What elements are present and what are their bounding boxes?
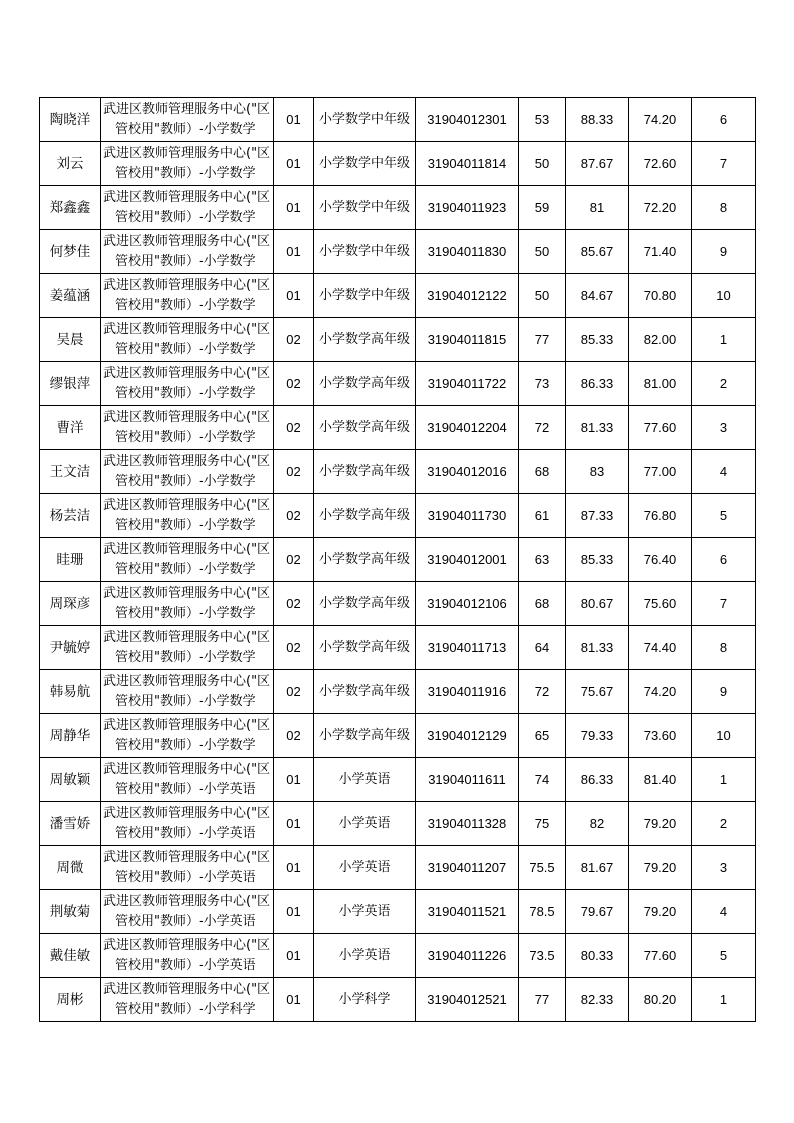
results-table — [39, 97, 756, 1022]
position-name-cell: 小学数学中年级 — [314, 186, 416, 230]
unit-line-1: 武进区教师管理服务中心("区 — [103, 629, 271, 645]
unit-line-2: 管校用"教师）-小学数学 — [115, 297, 256, 313]
table-row — [40, 494, 756, 538]
rank-cell: 10 — [692, 274, 756, 318]
unit-line-2: 管校用"教师）-小学科学 — [115, 1001, 256, 1017]
candidate-name-cell: 何梦佳 — [40, 230, 101, 274]
table-row — [40, 362, 756, 406]
position-name-cell: 小学英语 — [314, 758, 416, 802]
position-code-cell: 02 — [274, 318, 314, 362]
position-code-cell: 02 — [274, 626, 314, 670]
interview-score-cell: 81.33 — [566, 626, 629, 670]
position-name-cell: 小学数学高年级 — [314, 494, 416, 538]
interview-score-cell: 81.67 — [566, 846, 629, 890]
interview-score-cell: 84.67 — [566, 274, 629, 318]
exam-id-cell: 31904011830 — [416, 230, 519, 274]
table-row — [40, 626, 756, 670]
recruiting-unit-cell — [101, 934, 274, 978]
unit-line-1: 武进区教师管理服务中心("区 — [103, 497, 271, 513]
table-row — [40, 934, 756, 978]
written-score-cell: 64 — [519, 626, 566, 670]
total-score-cell: 81.00 — [629, 362, 692, 406]
table-row — [40, 890, 756, 934]
interview-score-cell: 86.33 — [566, 758, 629, 802]
written-score-cell: 50 — [519, 274, 566, 318]
exam-id-cell: 31904012204 — [416, 406, 519, 450]
unit-line-1: 武进区教师管理服务中心("区 — [103, 365, 271, 381]
candidate-name-cell: 陶晓洋 — [40, 98, 101, 142]
unit-line-2: 管校用"教师）-小学英语 — [115, 957, 256, 973]
written-score-cell: 78.5 — [519, 890, 566, 934]
total-score-cell: 73.60 — [629, 714, 692, 758]
rank-cell: 5 — [692, 934, 756, 978]
written-score-cell: 50 — [519, 230, 566, 274]
exam-id-cell: 31904011722 — [416, 362, 519, 406]
candidate-name-cell: 荆敏菊 — [40, 890, 101, 934]
candidate-name-cell: 王文洁 — [40, 450, 101, 494]
rank-cell: 7 — [692, 142, 756, 186]
total-score-cell: 77.00 — [629, 450, 692, 494]
position-name-cell: 小学数学高年级 — [314, 450, 416, 494]
recruiting-unit-cell — [101, 98, 274, 142]
total-score-cell: 71.40 — [629, 230, 692, 274]
rank-cell: 10 — [692, 714, 756, 758]
exam-id-cell: 31904011328 — [416, 802, 519, 846]
unit-line-2: 管校用"教师）-小学英语 — [115, 781, 256, 797]
candidate-name-cell: 姜蕴涵 — [40, 274, 101, 318]
unit-line-1: 武进区教师管理服务中心("区 — [103, 717, 271, 733]
candidate-name-cell: 曹洋 — [40, 406, 101, 450]
unit-line-2: 管校用"教师）-小学数学 — [115, 649, 256, 665]
rank-cell: 2 — [692, 362, 756, 406]
unit-line-1: 武进区教师管理服务中心("区 — [103, 101, 271, 117]
unit-line-1: 武进区教师管理服务中心("区 — [103, 321, 271, 337]
interview-score-cell: 85.33 — [566, 538, 629, 582]
table-row — [40, 670, 756, 714]
position-code-cell: 01 — [274, 98, 314, 142]
written-score-cell: 68 — [519, 582, 566, 626]
unit-line-2: 管校用"教师）-小学数学 — [115, 473, 256, 489]
unit-line-1: 武进区教师管理服务中心("区 — [103, 409, 271, 425]
total-score-cell: 80.20 — [629, 978, 692, 1022]
recruiting-unit-cell — [101, 626, 274, 670]
position-code-cell: 02 — [274, 494, 314, 538]
exam-id-cell: 31904011916 — [416, 670, 519, 714]
candidate-name-cell: 刘云 — [40, 142, 101, 186]
unit-line-2: 管校用"教师）-小学数学 — [115, 429, 256, 445]
position-code-cell: 01 — [274, 890, 314, 934]
candidate-name-cell: 韩易航 — [40, 670, 101, 714]
unit-line-1: 武进区教师管理服务中心("区 — [103, 805, 271, 821]
position-code-cell: 01 — [274, 758, 314, 802]
position-code-cell: 01 — [274, 274, 314, 318]
unit-line-1: 武进区教师管理服务中心("区 — [103, 937, 271, 953]
table-row — [40, 406, 756, 450]
rank-cell: 9 — [692, 670, 756, 714]
written-score-cell: 63 — [519, 538, 566, 582]
written-score-cell: 59 — [519, 186, 566, 230]
position-code-cell: 01 — [274, 186, 314, 230]
total-score-cell: 77.60 — [629, 406, 692, 450]
table-row — [40, 846, 756, 890]
total-score-cell: 70.80 — [629, 274, 692, 318]
unit-line-2: 管校用"教师）-小学数学 — [115, 737, 256, 753]
interview-score-cell: 80.67 — [566, 582, 629, 626]
table-row — [40, 450, 756, 494]
interview-score-cell: 75.67 — [566, 670, 629, 714]
table-row — [40, 142, 756, 186]
table-row — [40, 714, 756, 758]
total-score-cell: 76.40 — [629, 538, 692, 582]
rank-cell: 6 — [692, 98, 756, 142]
exam-id-cell: 31904011814 — [416, 142, 519, 186]
position-name-cell: 小学数学中年级 — [314, 230, 416, 274]
exam-id-cell: 31904011611 — [416, 758, 519, 802]
position-code-cell: 02 — [274, 582, 314, 626]
total-score-cell: 77.60 — [629, 934, 692, 978]
position-name-cell: 小学数学高年级 — [314, 582, 416, 626]
exam-id-cell: 31904011713 — [416, 626, 519, 670]
rank-cell: 8 — [692, 186, 756, 230]
exam-id-cell: 31904011207 — [416, 846, 519, 890]
unit-line-2: 管校用"教师）-小学数学 — [115, 209, 256, 225]
position-name-cell: 小学英语 — [314, 890, 416, 934]
total-score-cell: 79.20 — [629, 846, 692, 890]
table-row — [40, 274, 756, 318]
table-row — [40, 98, 756, 142]
interview-score-cell: 82.33 — [566, 978, 629, 1022]
position-code-cell: 01 — [274, 230, 314, 274]
written-score-cell: 75 — [519, 802, 566, 846]
recruiting-unit-cell — [101, 142, 274, 186]
position-name-cell: 小学数学高年级 — [314, 670, 416, 714]
table-row — [40, 230, 756, 274]
recruiting-unit-cell — [101, 186, 274, 230]
rank-cell: 6 — [692, 538, 756, 582]
candidate-name-cell: 周静华 — [40, 714, 101, 758]
position-code-cell: 01 — [274, 142, 314, 186]
interview-score-cell: 87.33 — [566, 494, 629, 538]
rank-cell: 3 — [692, 406, 756, 450]
unit-line-2: 管校用"教师）-小学数学 — [115, 517, 256, 533]
position-name-cell: 小学数学高年级 — [314, 406, 416, 450]
written-score-cell: 65 — [519, 714, 566, 758]
table-row — [40, 186, 756, 230]
interview-score-cell: 85.33 — [566, 318, 629, 362]
candidate-name-cell: 周琛彦 — [40, 582, 101, 626]
rank-cell: 4 — [692, 890, 756, 934]
position-code-cell: 02 — [274, 670, 314, 714]
position-name-cell: 小学数学中年级 — [314, 142, 416, 186]
recruiting-unit-cell — [101, 582, 274, 626]
unit-line-2: 管校用"教师）-小学数学 — [115, 341, 256, 357]
position-code-cell: 01 — [274, 846, 314, 890]
unit-line-2: 管校用"教师）-小学数学 — [115, 561, 256, 577]
position-code-cell: 02 — [274, 538, 314, 582]
unit-line-1: 武进区教师管理服务中心("区 — [103, 277, 271, 293]
interview-score-cell: 81 — [566, 186, 629, 230]
exam-id-cell: 31904011815 — [416, 318, 519, 362]
exam-id-cell: 31904011923 — [416, 186, 519, 230]
exam-id-cell: 31904012122 — [416, 274, 519, 318]
written-score-cell: 77 — [519, 318, 566, 362]
position-name-cell: 小学数学高年级 — [314, 362, 416, 406]
table-row — [40, 582, 756, 626]
position-name-cell: 小学数学高年级 — [314, 318, 416, 362]
position-name-cell: 小学数学中年级 — [314, 98, 416, 142]
written-score-cell: 72 — [519, 670, 566, 714]
interview-score-cell: 87.67 — [566, 142, 629, 186]
unit-line-1: 武进区教师管理服务中心("区 — [103, 761, 271, 777]
position-code-cell: 01 — [274, 978, 314, 1022]
recruiting-unit-cell — [101, 318, 274, 362]
table-row — [40, 318, 756, 362]
position-name-cell: 小学数学高年级 — [314, 714, 416, 758]
total-score-cell: 79.20 — [629, 890, 692, 934]
total-score-cell: 79.20 — [629, 802, 692, 846]
position-name-cell: 小学英语 — [314, 934, 416, 978]
candidate-name-cell: 周彬 — [40, 978, 101, 1022]
written-score-cell: 75.5 — [519, 846, 566, 890]
exam-id-cell: 31904011226 — [416, 934, 519, 978]
unit-line-2: 管校用"教师）-小学数学 — [115, 385, 256, 401]
interview-score-cell: 81.33 — [566, 406, 629, 450]
written-score-cell: 73.5 — [519, 934, 566, 978]
interview-score-cell: 79.33 — [566, 714, 629, 758]
total-score-cell: 76.80 — [629, 494, 692, 538]
position-code-cell: 02 — [274, 714, 314, 758]
rank-cell: 1 — [692, 758, 756, 802]
unit-line-1: 武进区教师管理服务中心("区 — [103, 585, 271, 601]
exam-id-cell: 31904012001 — [416, 538, 519, 582]
unit-line-2: 管校用"教师）-小学数学 — [115, 693, 256, 709]
exam-id-cell: 31904012129 — [416, 714, 519, 758]
recruiting-unit-cell — [101, 362, 274, 406]
position-code-cell: 01 — [274, 802, 314, 846]
candidate-name-cell: 尹毓婷 — [40, 626, 101, 670]
interview-score-cell: 82 — [566, 802, 629, 846]
exam-id-cell: 31904012301 — [416, 98, 519, 142]
unit-line-1: 武进区教师管理服务中心("区 — [103, 893, 271, 909]
recruiting-unit-cell — [101, 978, 274, 1022]
position-name-cell: 小学数学高年级 — [314, 538, 416, 582]
unit-line-1: 武进区教师管理服务中心("区 — [103, 145, 271, 161]
rank-cell: 1 — [692, 318, 756, 362]
table-row — [40, 802, 756, 846]
rank-cell: 8 — [692, 626, 756, 670]
interview-score-cell: 85.67 — [566, 230, 629, 274]
unit-line-2: 管校用"教师）-小学英语 — [115, 869, 256, 885]
position-name-cell: 小学数学中年级 — [314, 274, 416, 318]
table-body — [40, 98, 756, 1022]
unit-line-1: 武进区教师管理服务中心("区 — [103, 673, 271, 689]
position-code-cell: 02 — [274, 450, 314, 494]
unit-line-2: 管校用"教师）-小学数学 — [115, 253, 256, 269]
rank-cell: 4 — [692, 450, 756, 494]
written-score-cell: 73 — [519, 362, 566, 406]
recruiting-unit-cell — [101, 450, 274, 494]
recruiting-unit-cell — [101, 758, 274, 802]
unit-line-2: 管校用"教师）-小学数学 — [115, 165, 256, 181]
written-score-cell: 74 — [519, 758, 566, 802]
recruiting-unit-cell — [101, 494, 274, 538]
position-name-cell: 小学英语 — [314, 846, 416, 890]
candidate-name-cell: 眭珊 — [40, 538, 101, 582]
position-name-cell: 小学科学 — [314, 978, 416, 1022]
total-score-cell: 82.00 — [629, 318, 692, 362]
total-score-cell: 72.60 — [629, 142, 692, 186]
total-score-cell: 74.20 — [629, 98, 692, 142]
position-name-cell: 小学数学高年级 — [314, 626, 416, 670]
unit-line-1: 武进区教师管理服务中心("区 — [103, 981, 271, 997]
recruiting-unit-cell — [101, 538, 274, 582]
recruiting-unit-cell — [101, 890, 274, 934]
position-code-cell: 01 — [274, 934, 314, 978]
total-score-cell: 74.20 — [629, 670, 692, 714]
total-score-cell: 72.20 — [629, 186, 692, 230]
rank-cell: 5 — [692, 494, 756, 538]
rank-cell: 9 — [692, 230, 756, 274]
recruiting-unit-cell — [101, 714, 274, 758]
written-score-cell: 77 — [519, 978, 566, 1022]
unit-line-1: 武进区教师管理服务中心("区 — [103, 189, 271, 205]
recruiting-unit-cell — [101, 230, 274, 274]
unit-line-1: 武进区教师管理服务中心("区 — [103, 453, 271, 469]
position-name-cell: 小学英语 — [314, 802, 416, 846]
recruiting-unit-cell — [101, 802, 274, 846]
unit-line-2: 管校用"教师）-小学数学 — [115, 121, 256, 137]
candidate-name-cell: 郑鑫鑫 — [40, 186, 101, 230]
exam-id-cell: 31904012016 — [416, 450, 519, 494]
candidate-name-cell: 缪银萍 — [40, 362, 101, 406]
recruiting-unit-cell — [101, 406, 274, 450]
table-row — [40, 758, 756, 802]
rank-cell: 7 — [692, 582, 756, 626]
unit-line-1: 武进区教师管理服务中心("区 — [103, 849, 271, 865]
exam-id-cell: 31904012106 — [416, 582, 519, 626]
table-row — [40, 538, 756, 582]
candidate-name-cell: 杨芸洁 — [40, 494, 101, 538]
written-score-cell: 53 — [519, 98, 566, 142]
candidate-name-cell: 戴佳敏 — [40, 934, 101, 978]
exam-id-cell: 31904012521 — [416, 978, 519, 1022]
rank-cell: 1 — [692, 978, 756, 1022]
unit-line-2: 管校用"教师）-小学数学 — [115, 605, 256, 621]
interview-score-cell: 80.33 — [566, 934, 629, 978]
unit-line-2: 管校用"教师）-小学英语 — [115, 825, 256, 841]
table-row — [40, 978, 756, 1022]
unit-line-1: 武进区教师管理服务中心("区 — [103, 233, 271, 249]
position-code-cell: 02 — [274, 406, 314, 450]
written-score-cell: 50 — [519, 142, 566, 186]
recruiting-unit-cell — [101, 274, 274, 318]
recruiting-unit-cell — [101, 846, 274, 890]
interview-score-cell: 79.67 — [566, 890, 629, 934]
interview-score-cell: 88.33 — [566, 98, 629, 142]
exam-id-cell: 31904011521 — [416, 890, 519, 934]
position-code-cell: 02 — [274, 362, 314, 406]
exam-id-cell: 31904011730 — [416, 494, 519, 538]
rank-cell: 2 — [692, 802, 756, 846]
written-score-cell: 68 — [519, 450, 566, 494]
unit-line-1: 武进区教师管理服务中心("区 — [103, 541, 271, 557]
interview-score-cell: 86.33 — [566, 362, 629, 406]
candidate-name-cell: 潘雪娇 — [40, 802, 101, 846]
candidate-name-cell: 吴晨 — [40, 318, 101, 362]
interview-score-cell: 83 — [566, 450, 629, 494]
total-score-cell: 75.60 — [629, 582, 692, 626]
total-score-cell: 81.40 — [629, 758, 692, 802]
unit-line-2: 管校用"教师）-小学英语 — [115, 913, 256, 929]
recruiting-unit-cell — [101, 670, 274, 714]
written-score-cell: 72 — [519, 406, 566, 450]
written-score-cell: 61 — [519, 494, 566, 538]
total-score-cell: 74.40 — [629, 626, 692, 670]
rank-cell: 3 — [692, 846, 756, 890]
candidate-name-cell: 周微 — [40, 846, 101, 890]
candidate-name-cell: 周敏颖 — [40, 758, 101, 802]
